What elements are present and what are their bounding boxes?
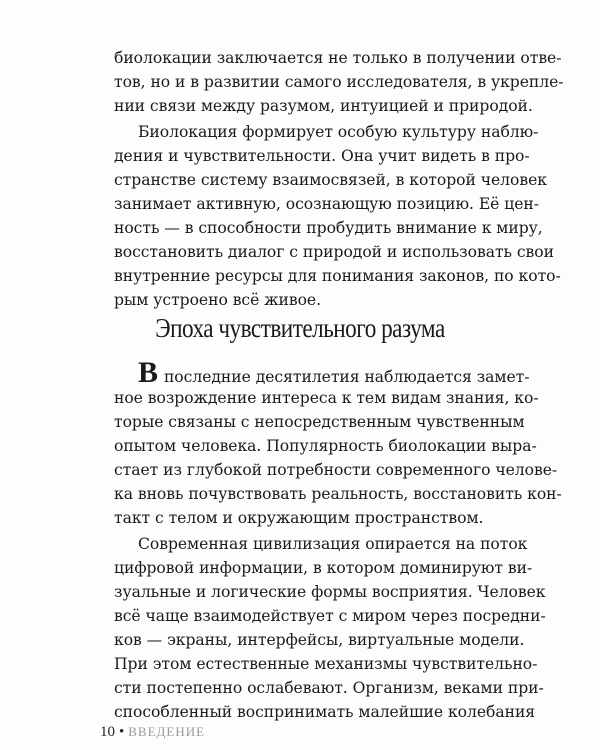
- text-line: Биолокация формирует особую культуру наблю-: [138, 123, 539, 141]
- text-line-first: [138, 356, 530, 389]
- text-line: зуальные и логические формы восприятия. Человек: [114, 583, 546, 601]
- running-header-section: ВВЕДЕНИЕ: [128, 724, 206, 739]
- text-line: торые связаны с непосредственным чувственным: [114, 413, 525, 431]
- text-line: При этом естественные механизмы чувствительно-: [114, 655, 538, 673]
- first-line-text: последние десятилетия наблюдается замет-: [163, 368, 530, 386]
- text-line: всё чаще взаимодействует с миром через посредни-: [114, 607, 546, 625]
- text-line: восстановить диалог с природой и использовать свои: [114, 243, 554, 261]
- text-line: тов, но и в развитии самого исследователя, в укрепле-: [114, 73, 564, 91]
- text-line: ное возрождение интереса к тем видам знания, ко-: [114, 389, 539, 407]
- text-line: биолокации заключается не только в получении отве-: [114, 49, 562, 67]
- drop-cap: В: [138, 356, 158, 389]
- text-line: способленный воспринимать малейшие колебания: [114, 703, 536, 721]
- text-line: ность — в способности пробудить внимание к миру,: [114, 219, 543, 237]
- text-line: дения и чувствительности. Она учит видеть в про-: [114, 147, 530, 165]
- page-footer: [100, 722, 205, 742]
- text-line: сти постепенно ослабевают. Организм, веками при-: [114, 679, 544, 697]
- text-line: нии связи между разумом, интуицией и природой.: [114, 97, 533, 115]
- page-number: 10: [100, 724, 115, 740]
- text-line: цифровой информации, в котором доминируют ви-: [114, 559, 533, 577]
- footer-separator: •: [119, 724, 125, 740]
- text-line: занимает активную, осознающую позицию. Её цен-: [114, 195, 539, 213]
- text-line: Современная цивилизация опирается на поток: [138, 535, 528, 553]
- text-line: опытом человека. Популярность биолокации выра-: [114, 437, 537, 455]
- text-line: внутренние ресурсы для понимания законов, по кото-: [114, 267, 561, 285]
- section-heading: Эпоха чувствительного разума: [155, 313, 445, 343]
- text-line: ка вновь почувствовать реальность, восстановить кон-: [114, 485, 562, 503]
- text-line: странстве систему взаимосвязей, в которой человек: [114, 171, 547, 189]
- text-line: такт с телом и окружающим пространством.: [114, 509, 484, 527]
- text-line: ков — экраны, интерфейсы, виртуальные модели.: [114, 631, 525, 649]
- text-line: рым устроено всё живое.: [114, 291, 321, 309]
- text-line: стает из глубокой потребности современного челове-: [114, 461, 558, 479]
